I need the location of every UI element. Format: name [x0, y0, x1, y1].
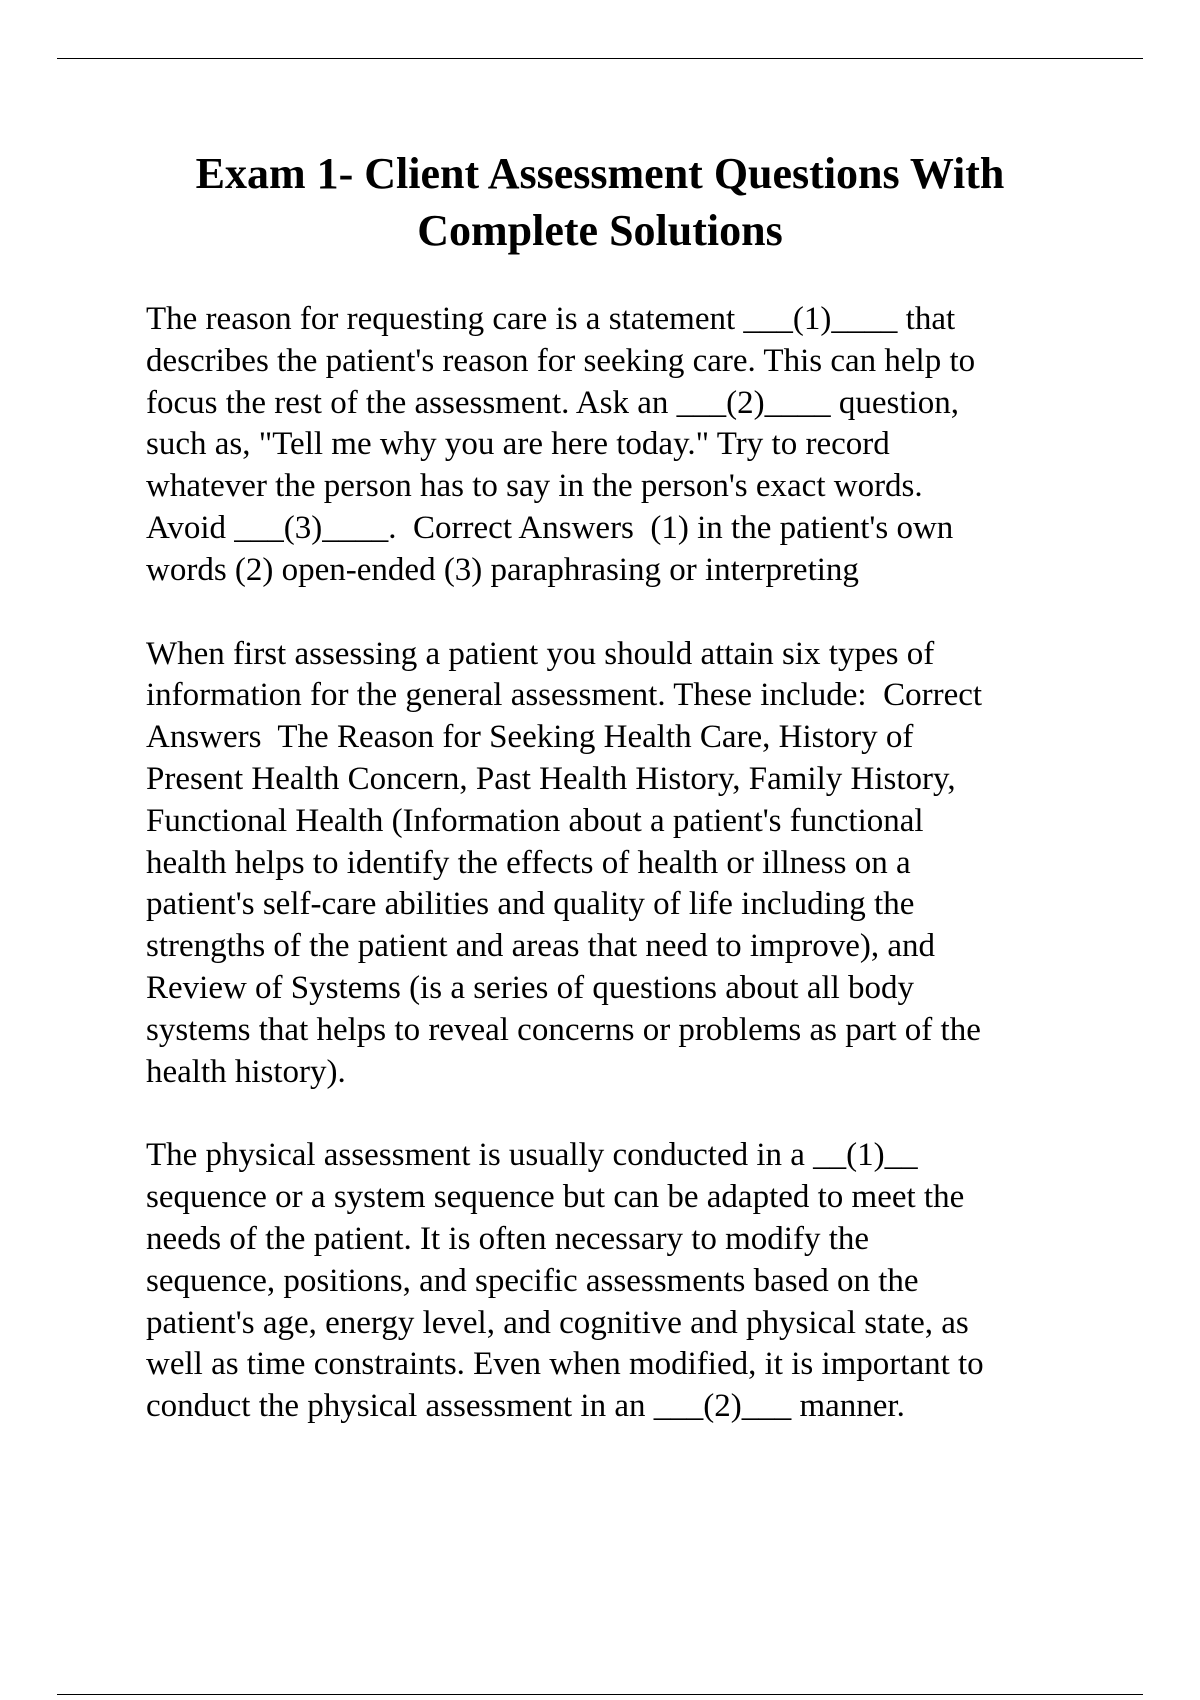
- title-line-1: Exam 1- Client Assessment Questions With: [195, 149, 1005, 198]
- question-paragraph-2: When first assessing a patient you should attain six types of information for the general assessment. These include: Correct Answers The Reason for Seeking Health Care, History of Present Health Concern, Past Health History, Family History, Functional Health (Information about a patient's functional health helps to identify the effects of health or illness on a patient's self-care abilities and quality of life including the strengths of the patient and areas that need to improve), and Review of Systems (is a series of questions about all body systems that helps to reveal concerns or problems as part of the health history).: [146, 635, 983, 1090]
- document-title: [100, 145, 1100, 259]
- document-body: [146, 299, 1086, 1470]
- top-divider: [57, 58, 1143, 59]
- title-line-2: Complete Solutions: [417, 206, 783, 255]
- question-paragraph-1: The reason for requesting care is a statement ___(1)____ that describes the patient's reason for seeking care. This can help to focus the rest of the assessment. Ask an ___(2)____ question, such as, "Tell me why you are here today." Try to record whatever the person has to say in the person's exact words. Avoid ___(3)____. Correct Answers (1) in the patient's own words (2) open-ended (3) paraphrasing or interpreting: [146, 301, 976, 588]
- question-paragraph-3: The physical assessment is usually conducted in a __(1)__ sequence or a system sequence but can be adapted to meet the needs of the patient. It is often necessary to modify the sequence, positions, and specific assessments based on the patient's age, energy level, and cognitive and physical state, as well as time constraints. Even when modified, it is important to conduct the physical assessment in an ___(2)___ manner.: [146, 1137, 984, 1425]
- bottom-divider: [57, 1694, 1143, 1695]
